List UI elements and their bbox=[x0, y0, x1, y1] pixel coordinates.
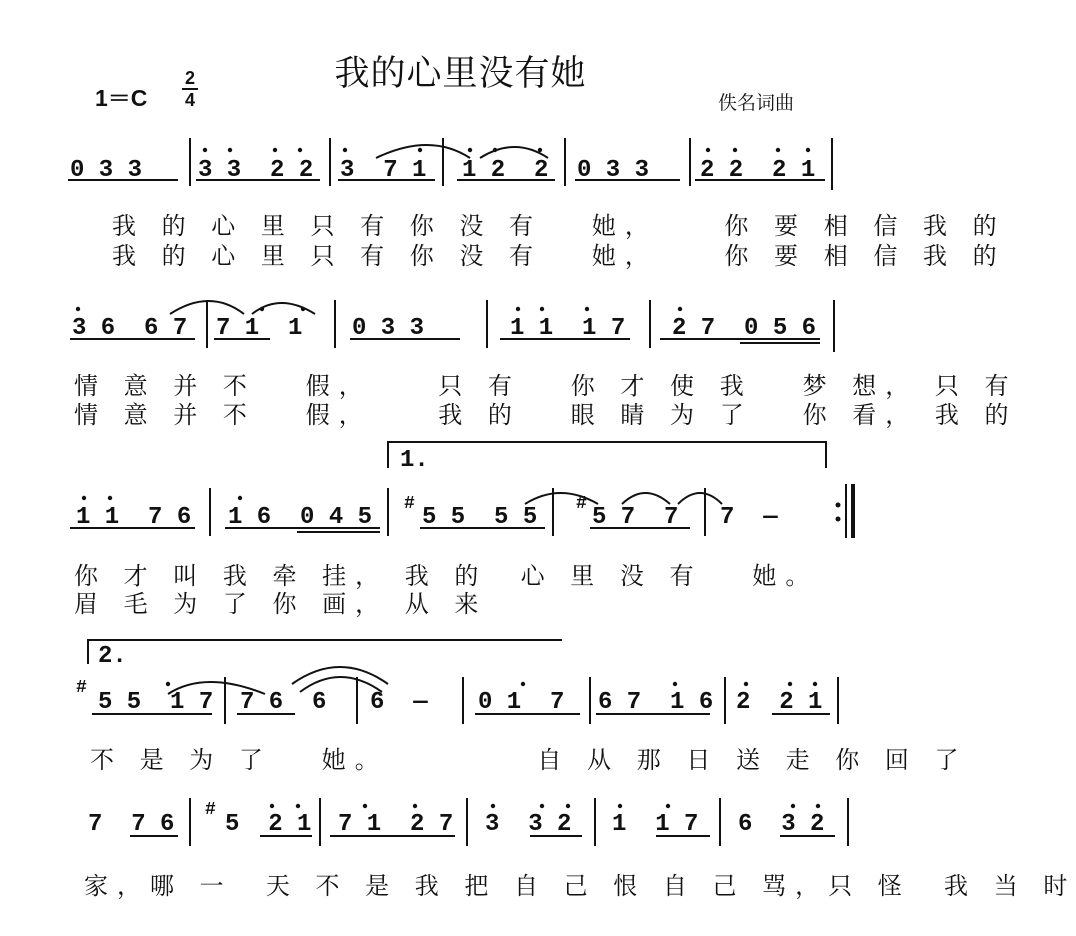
measure-3-1: 1 1 7 6 bbox=[76, 504, 192, 531]
lyrics-1-verse-2: 我 的 心 里 只 有 你 没 有 她， 你 要 相 信 我 的 bbox=[112, 242, 1006, 270]
key-signature: 1＝C bbox=[95, 85, 148, 111]
lyrics-5: 家，哪 一 天 不 是 我 把 自 己 恨 自 己 骂，只 怪 我 当 时 bbox=[84, 872, 1076, 900]
lyrics-3-verse-2: 眉 毛 为 了 你 画， 从 来 bbox=[74, 590, 488, 618]
lyrics-2-verse-1: 情 意 并 不 假， 只 有 你 才 使 我 梦 想， 只 有 bbox=[74, 372, 1018, 400]
volta-2-label: 2. bbox=[98, 643, 127, 670]
measure-2-3: 0 3 3 bbox=[352, 315, 425, 342]
measure-2-4: 1 1 1 7 bbox=[510, 315, 626, 342]
measure-4-2: 7 6 6 bbox=[240, 689, 327, 716]
measure-5-4: 3 3 2 bbox=[485, 811, 572, 838]
measure-3-3: 5 5 5 5 bbox=[422, 504, 538, 531]
time-signature-top: 2 bbox=[184, 68, 195, 88]
sharp-3: # bbox=[76, 678, 87, 698]
sharp-1: # bbox=[404, 494, 415, 514]
measure-3-5: 7 — bbox=[720, 504, 778, 531]
measure-1-1: 0 3 3 bbox=[70, 157, 143, 184]
measure-4-6: 2 2 1 bbox=[736, 689, 823, 716]
time-signature bbox=[181, 68, 199, 110]
measure-1-3: 3 7 1 bbox=[340, 157, 427, 184]
staff-system-2 bbox=[0, 282, 921, 372]
measure-1-4: 1 2 2 bbox=[462, 157, 549, 184]
sharp-2: # bbox=[576, 494, 587, 514]
measure-2-2: 7 1 1 bbox=[216, 315, 303, 342]
measure-1-6: 2 2 2 1 bbox=[700, 157, 816, 184]
lyrics-3-verse-1: 你 才 叫 我 牵 挂， 我 的 心 里 没 有 她。 bbox=[74, 562, 819, 590]
measure-3-4: 5 7 7 bbox=[592, 504, 679, 531]
measure-5-3: 7 1 2 7 bbox=[338, 811, 454, 838]
measure-5-6: 6 3 2 bbox=[738, 811, 825, 838]
system-3-notation bbox=[0, 438, 921, 548]
system-4-notation bbox=[0, 632, 921, 732]
lyrics-1-verse-1: 我 的 心 里 只 有 你 没 有 她， 你 要 相 信 我 的 bbox=[112, 212, 1006, 240]
author-credit: 佚名词曲 bbox=[718, 92, 795, 114]
system-1-notation bbox=[0, 120, 921, 210]
time-signature-bottom: 4 bbox=[184, 90, 195, 110]
song-title: 我的心里没有她 bbox=[334, 54, 587, 94]
measure-1-5: 0 3 3 bbox=[577, 157, 650, 184]
sharp-4: # bbox=[205, 800, 216, 820]
system-2-notation bbox=[0, 282, 921, 372]
measure-4-1: 5 5 1 7 bbox=[98, 689, 214, 716]
measure-4-3: 6 — bbox=[370, 689, 428, 716]
volta-1-label: 1. bbox=[400, 447, 429, 474]
measure-4-4: 0 1 7 bbox=[478, 689, 565, 716]
measure-4-5: 6 7 1 6 bbox=[598, 689, 714, 716]
lyrics-2-verse-2: 情 意 并 不 假， 我 的 眼 睛 为 了 你 看， 我 的 bbox=[74, 401, 1018, 429]
measure-5-2: 5 2 1 bbox=[225, 811, 312, 838]
measure-5-1: 7 7 6 bbox=[88, 811, 175, 838]
measure-5-5: 1 1 7 bbox=[612, 811, 699, 838]
measure-1-2: 3 3 2 2 bbox=[198, 157, 314, 184]
staff-system-3 bbox=[0, 438, 921, 531]
measure-2-5: 2 7 0 5 6 bbox=[672, 315, 817, 342]
measure-3-2: 1 6 0 4 5 bbox=[228, 504, 373, 531]
staff-system-4 bbox=[0, 632, 921, 722]
staff-system-1 bbox=[0, 120, 921, 210]
lyrics-4: 不 是 为 了 她。 自 从 那 日 送 走 你 回 了 bbox=[90, 746, 968, 774]
measure-2-1: 3 6 6 7 bbox=[72, 315, 188, 342]
